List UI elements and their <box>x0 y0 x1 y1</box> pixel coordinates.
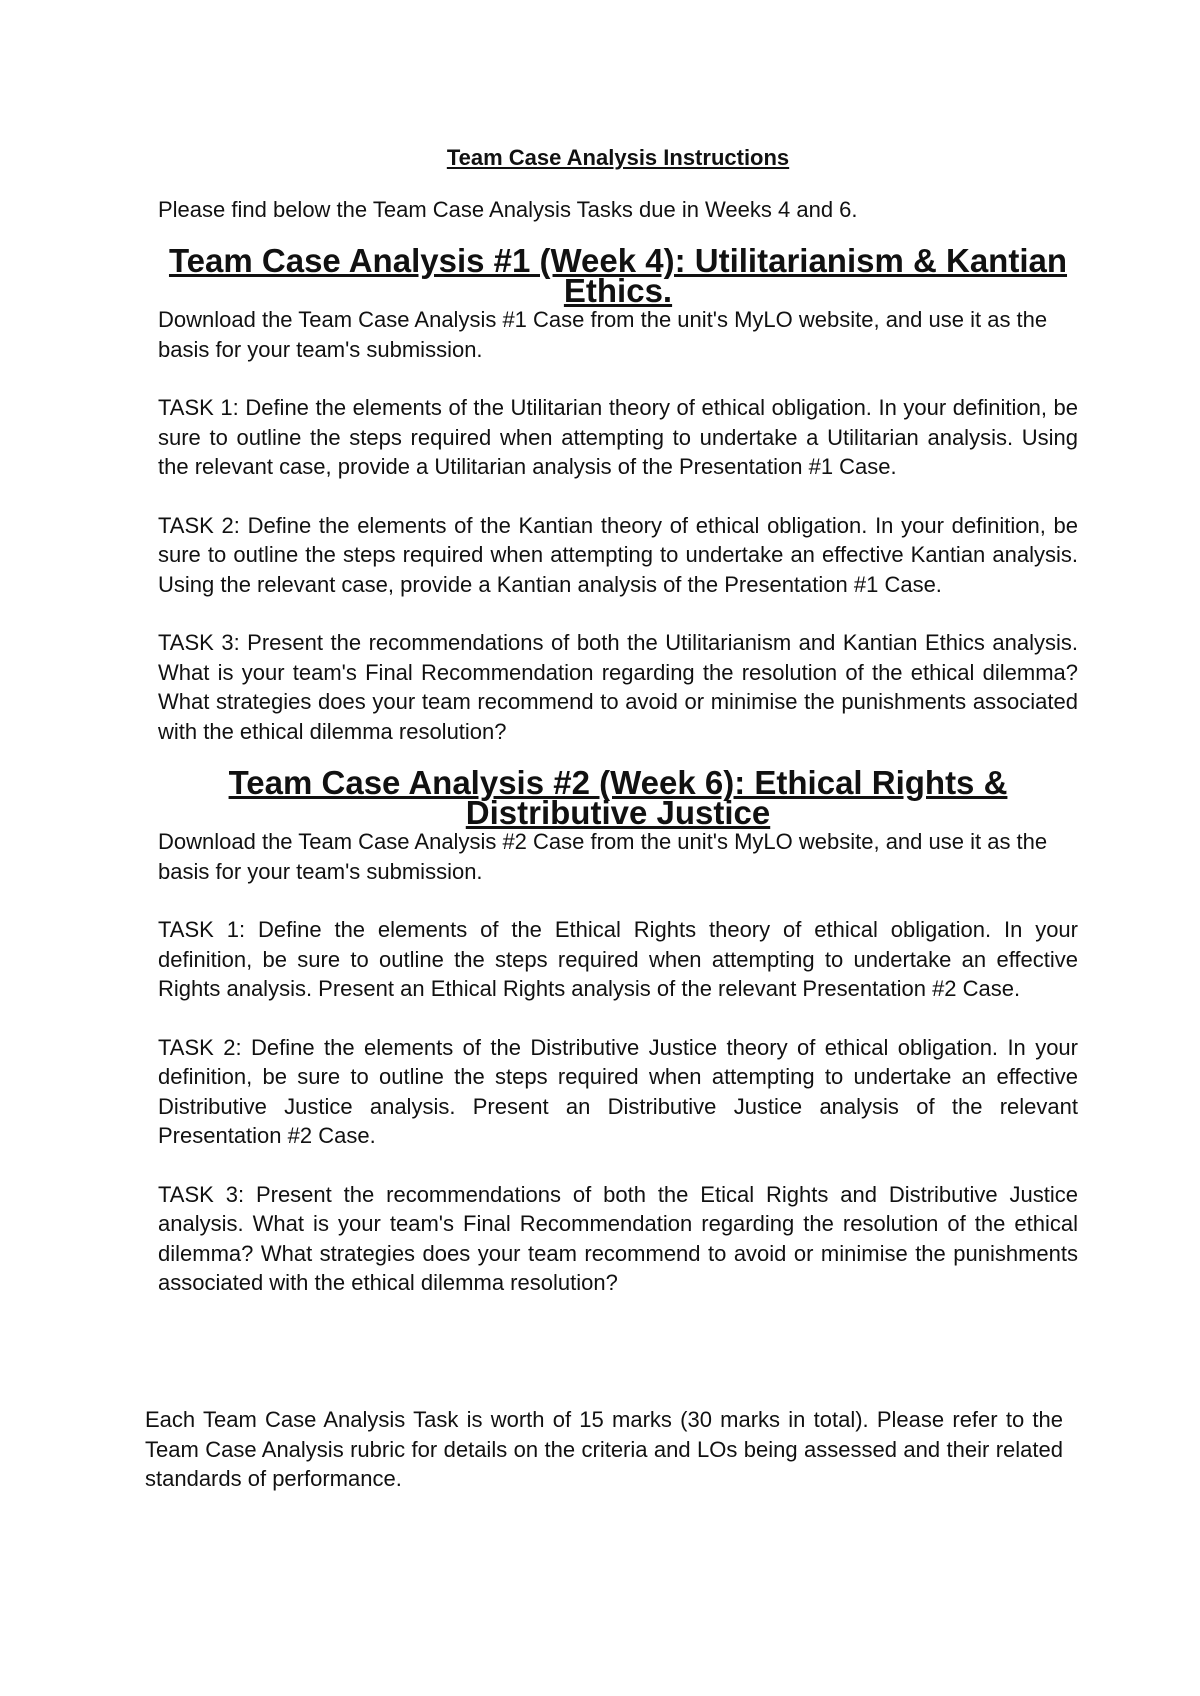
document-body <box>158 143 1078 1320</box>
section-heading-2: Team Case Analysis #2 (Week 6): Ethical Rights & Distributive Justice <box>228 764 1008 831</box>
document-title: Team Case Analysis Instructions <box>446 145 790 170</box>
download-instruction-2: Download the Team Case Analysis #2 Case from the unit's MyLO website, and use it as the basis for your team's submission. <box>158 829 1048 884</box>
section-case-analysis-1 <box>158 242 1078 746</box>
task-2-2: TASK 2: Define the elements of the Distributive Justice theory of ethical obligation. In your definition, be sure to outline the steps required when attempting to undertake an effective Distributive Justice analysis. Present an Distributive Justice analysis of the relevant Presentation #2 Case. <box>158 1034 1078 1148</box>
task-1-3: TASK 3: Present the recommendations of both the Utilitarianism and Kantian Ethics analysis. What is your team's Final Recommendation regarding the resolution of the ethical dilemma? What strategies does your team recommend to avoid or minimise the punishments associated with the ethical dilemma resolution? <box>158 630 1078 744</box>
section-heading-1: Team Case Analysis #1 (Week 4): Utilitarianism & Kantian Ethics. <box>168 242 1068 309</box>
intro-paragraph: Please find below the Team Case Analysis Tasks due in Weeks 4 and 6. <box>158 196 858 222</box>
download-instruction-1: Download the Team Case Analysis #1 Case from the unit's MyLO website, and use it as the basis for your team's submission. <box>158 307 1048 362</box>
task-1-2: TASK 2: Define the elements of the Kantian theory of ethical obligation. In your definition, be sure to outline the steps required when attempting to undertake an effective Kantian analysis. Using the relevant case, provide a Kantian analysis of the Presentation #1 Case. <box>158 512 1078 597</box>
task-1-1: TASK 1: Define the elements of the Utilitarian theory of ethical obligation. In your definition, be sure to outline the steps required when attempting to undertake a Utilitarian analysis. Using the relevant case, provide a Utilitarian analysis of the Presentation #1 Case. <box>158 395 1078 479</box>
task-2-1: TASK 1: Define the elements of the Ethical Rights theory of ethical obligation. In your definition, be sure to outline the steps required when attempting to undertake an effective Rights analysis. Present an Ethical Rights analysis of the relevant Presentation #2 Case. <box>158 917 1078 1001</box>
section-case-analysis-2 <box>158 764 1078 1298</box>
marks-note: Each Team Case Analysis Task is worth of 15 marks (30 marks in total). Please refer to the Team Case Analysis rubric for details on the criteria and LOs being assessed and their related standards of performance. <box>145 1407 1063 1491</box>
task-2-3: TASK 3: Present the recommendations of both the Etical Rights and Distributive Justice analysis. What is your team's Final Recommendation regarding the resolution of the ethical dilemma? What strategies does your team recommend to avoid or minimise the punishments associated with the ethical dilemma resolution? <box>158 1181 1078 1295</box>
